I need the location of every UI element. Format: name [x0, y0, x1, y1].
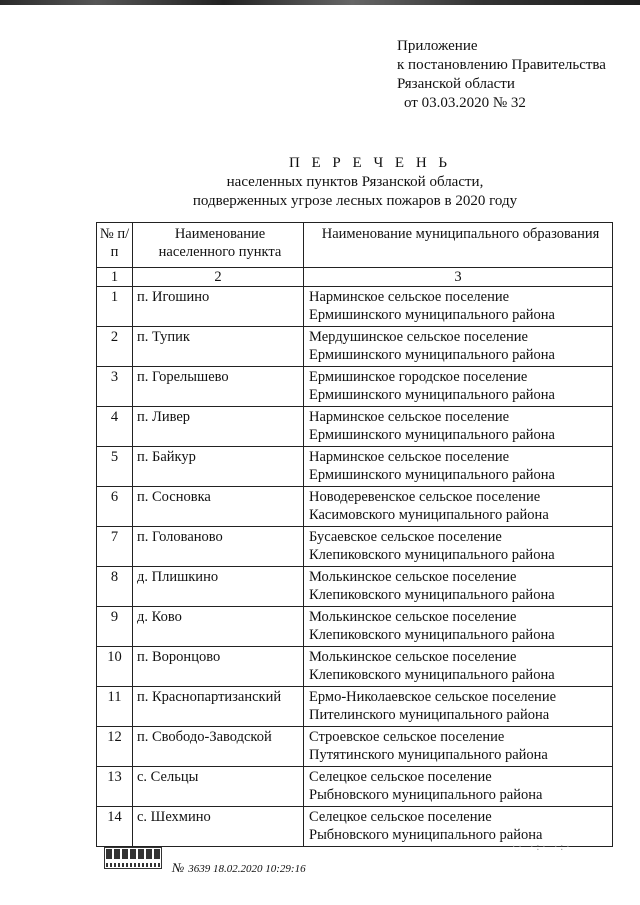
- settlement-name: п. Воронцово: [133, 647, 304, 687]
- settlement-name: д. Ково: [133, 607, 304, 647]
- municipality-district: Клепиковского муниципального района: [309, 667, 555, 683]
- archive-stamp: [104, 847, 162, 869]
- municipality-settlement: Селецкое сельское поселение: [309, 809, 492, 825]
- municipality-district: Клепиковского муниципального района: [309, 587, 555, 603]
- table-row: [97, 767, 613, 807]
- table-row: [97, 487, 613, 527]
- handwritten-mark: ·· ·:· ·:·: [512, 842, 573, 853]
- municipality-name: [304, 647, 613, 687]
- municipality-name: [304, 687, 613, 727]
- table-row: [97, 607, 613, 647]
- row-number: 14: [97, 807, 133, 847]
- municipality-settlement: Новодеревенское сельское поселение: [309, 489, 541, 505]
- settlement-name: с. Сельцы: [133, 767, 304, 807]
- table-header-row: [97, 223, 613, 268]
- municipality-district: Ермишинского муниципального района: [309, 347, 555, 363]
- row-number: 8: [97, 567, 133, 607]
- municipality-name: [304, 727, 613, 767]
- appendix-line-3: Рязанской области: [397, 76, 515, 92]
- registration-info: [172, 860, 306, 876]
- municipality-settlement: Ермишинское городское поселение: [309, 369, 528, 385]
- municipality-settlement: Строевское сельское поселение: [309, 729, 505, 745]
- row-number: 6: [97, 487, 133, 527]
- table-row: [97, 687, 613, 727]
- registration-text: 3639 18.02.2020 10:29:16: [188, 863, 306, 875]
- municipality-name: [304, 487, 613, 527]
- municipality-settlement: Селецкое сельское поселение: [309, 769, 492, 785]
- table-row: [97, 447, 613, 487]
- column-index-row: [97, 268, 613, 287]
- settlements-table: [96, 222, 613, 847]
- municipality-district: Рыбновского муниципального района: [309, 827, 543, 843]
- municipality-settlement: Молькинское сельское поселение: [309, 649, 517, 665]
- row-number: 10: [97, 647, 133, 687]
- registration-mark: №: [172, 860, 185, 875]
- row-number: 7: [97, 527, 133, 567]
- document-subtitle-2: подверженных угрозе лесных пожаров в 2020 году: [192, 193, 518, 209]
- municipality-district: Ермишинского муниципального района: [309, 307, 555, 323]
- header-place: Наименование населенного пункта: [133, 223, 304, 268]
- row-number: 13: [97, 767, 133, 807]
- row-number: 3: [97, 367, 133, 407]
- row-number: 4: [97, 407, 133, 447]
- table-row: [97, 647, 613, 687]
- table-row: [97, 287, 613, 327]
- municipality-name: [304, 287, 613, 327]
- settlement-name: п. Голованово: [133, 527, 304, 567]
- municipality-district: Клепиковского муниципального района: [309, 627, 555, 643]
- appendix-line-2: к постановлению Правительства: [397, 57, 606, 73]
- building-stamp-icon: [104, 847, 162, 869]
- municipality-settlement: Молькинское сельское поселение: [309, 609, 517, 625]
- row-number: 1: [97, 287, 133, 327]
- settlement-name: п. Горелышево: [133, 367, 304, 407]
- appendix-date: от 03.03.2020 № 32: [404, 95, 526, 111]
- row-number: 11: [97, 687, 133, 727]
- municipality-settlement: Бусаевское сельское поселение: [309, 529, 502, 545]
- municipality-settlement: Ермо-Николаевское сельское поселение: [309, 689, 557, 705]
- municipality-settlement: Нарминское сельское поселение: [309, 449, 510, 465]
- municipality-district: Ермишинского муниципального района: [309, 467, 555, 483]
- settlement-name: д. Плишкино: [133, 567, 304, 607]
- document-subtitle-1: населенных пунктов Рязанской области,: [226, 174, 484, 190]
- row-number: 5: [97, 447, 133, 487]
- column-index: 3: [304, 268, 613, 287]
- table-row: [97, 807, 613, 847]
- document-heading: [0, 154, 640, 211]
- municipality-district: Ермишинского муниципального района: [309, 387, 555, 403]
- settlement-name: п. Тупик: [133, 327, 304, 367]
- municipality-name: [304, 367, 613, 407]
- table-row: [97, 727, 613, 767]
- municipality-name: [304, 767, 613, 807]
- table-row: [97, 327, 613, 367]
- table-row: [97, 367, 613, 407]
- settlement-name: п. Игошино: [133, 287, 304, 327]
- settlement-name: п. Краснопартизанский: [133, 687, 304, 727]
- municipality-district: Касимовского муниципального района: [309, 507, 549, 523]
- municipality-name: [304, 807, 613, 847]
- municipality-name: [304, 447, 613, 487]
- municipality-district: Пителинского муниципального района: [309, 707, 550, 723]
- settlement-name: п. Свободо-Заводской: [133, 727, 304, 767]
- municipality-name: [304, 407, 613, 447]
- scan-edge: [0, 0, 640, 5]
- settlement-name: п. Ливер: [133, 407, 304, 447]
- municipality-name: [304, 567, 613, 607]
- settlement-name: с. Шехмино: [133, 807, 304, 847]
- settlement-name: п. Байкур: [133, 447, 304, 487]
- column-index: 2: [133, 268, 304, 287]
- municipality-settlement: Мердушинское сельское поселение: [309, 329, 528, 345]
- municipality-district: Рыбновского муниципального района: [309, 787, 543, 803]
- municipality-settlement: Молькинское сельское поселение: [309, 569, 517, 585]
- table-row: [97, 407, 613, 447]
- municipality-settlement: Нарминское сельское поселение: [309, 289, 510, 305]
- table-row: [97, 567, 613, 607]
- table-row: [97, 527, 613, 567]
- settlement-name: п. Сосновка: [133, 487, 304, 527]
- header-number: № п/п: [97, 223, 133, 268]
- appendix-line-1: Приложение: [397, 38, 478, 54]
- municipality-name: [304, 327, 613, 367]
- municipality-district: Клепиковского муниципального района: [309, 547, 555, 563]
- header-municipality: Наименование муниципального образования: [304, 223, 613, 268]
- municipality-settlement: Нарминское сельское поселение: [309, 409, 510, 425]
- row-number: 9: [97, 607, 133, 647]
- row-number: 12: [97, 727, 133, 767]
- municipality-name: [304, 527, 613, 567]
- municipality-district: Путятинского муниципального района: [309, 747, 548, 763]
- municipality-district: Ермишинского муниципального района: [309, 427, 555, 443]
- appendix-block: [397, 37, 606, 113]
- row-number: 2: [97, 327, 133, 367]
- municipality-name: [304, 607, 613, 647]
- document-title: П Е Р Е Ч Е Н Ь: [288, 155, 452, 171]
- column-index: 1: [97, 268, 133, 287]
